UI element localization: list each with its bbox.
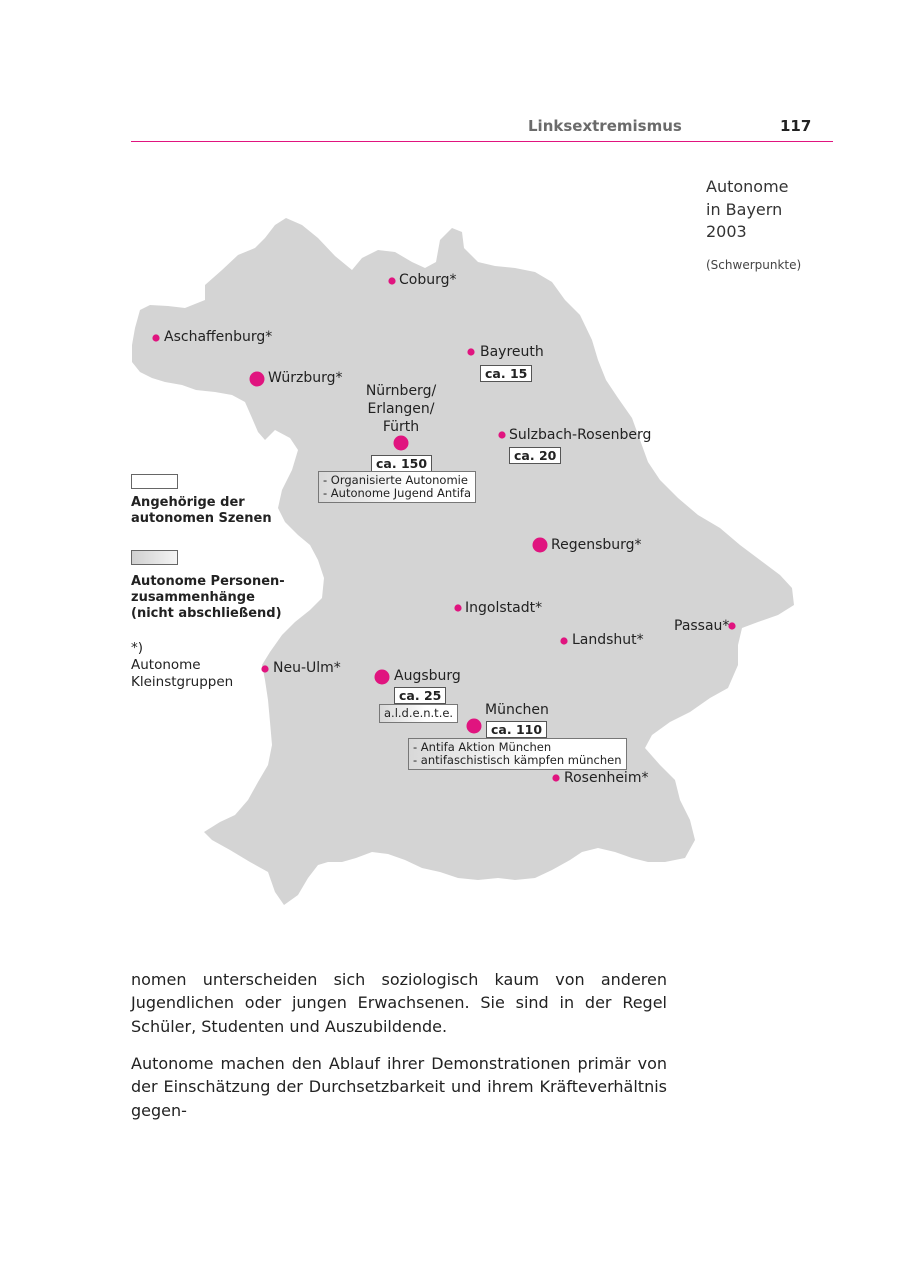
marker-aschaffenburg <box>152 334 159 341</box>
marker-regensburg <box>533 538 548 553</box>
marker-sulzbach <box>498 431 505 438</box>
legend-small-groups <box>131 640 233 691</box>
city-label-sulzbach-rosenberg: Sulzbach-Rosenberg <box>509 427 652 443</box>
city-label-line: Nürnberg/ <box>365 383 437 399</box>
map-title-line: Autonome <box>706 177 789 196</box>
city-label-bayreuth: Bayreuth <box>480 344 544 360</box>
group-item: - Organisierte Autonomie <box>323 473 468 487</box>
city-label-neu-ulm: Neu-Ulm* <box>273 660 341 676</box>
city-label-muenchen: München <box>485 702 549 718</box>
city-label-ingolstadt: Ingolstadt* <box>465 600 543 616</box>
marker-neu-ulm <box>261 665 268 672</box>
count-badge-augsburg: ca. 25 <box>394 687 446 704</box>
count-badge-bayreuth: ca. 15 <box>480 365 532 382</box>
page-number: 117 <box>780 117 812 135</box>
marker-ingolstadt <box>454 604 461 611</box>
body-paragraph-1: nomen unterscheiden sich soziologisch kaum von anderen Jugendlichen oder jungen Erwachsenen. Sie sind in der Regel Schüler, Studenten und Auszubildende. <box>131 970 667 1036</box>
city-label-nuernberg <box>361 382 441 436</box>
legend-line: zusammenhänge <box>131 590 255 605</box>
city-label-wuerzburg: Würzburg* <box>268 370 343 386</box>
legend-line: Autonome <box>131 657 201 673</box>
city-label-coburg: Coburg* <box>399 272 457 288</box>
map-title-line: 2003 <box>706 222 747 241</box>
bavaria-region-shape <box>132 218 794 905</box>
map-title-line: in Bayern <box>706 199 783 219</box>
marker-rosenheim <box>552 774 559 781</box>
count-badge-nuernberg: ca. 150 <box>371 455 432 472</box>
city-label-landshut: Landshut* <box>572 632 644 648</box>
running-header-section: Linksextremismus <box>528 117 682 135</box>
legend-line: autonomen Szenen <box>131 511 272 526</box>
marker-nuernberg <box>394 436 409 451</box>
marker-bayreuth <box>467 348 474 355</box>
city-label-aschaffenburg: Aschaffenburg* <box>164 329 273 345</box>
legend-line: Autonome Personen- <box>131 574 285 589</box>
group-box-muenchen <box>408 738 627 770</box>
group-box-augsburg <box>379 704 458 723</box>
marker-coburg <box>388 277 395 284</box>
marker-wuerzburg <box>250 372 265 387</box>
marker-landshut <box>560 637 567 644</box>
city-label-line: Erlangen/ <box>367 401 435 417</box>
legend-line: Angehörige der <box>131 495 245 510</box>
marker-augsburg <box>375 670 390 685</box>
city-label-line: Fürth <box>382 419 420 435</box>
legend-label-members <box>131 495 272 527</box>
legend-line: Kleinstgruppen <box>131 674 234 690</box>
marker-passau <box>728 622 735 629</box>
legend-footnote-mark: *) <box>131 640 144 656</box>
legend-line: (nicht abschließend) <box>131 606 282 621</box>
city-label-passau: Passau* <box>674 618 730 634</box>
legend-swatch-groups <box>131 550 178 565</box>
group-item: - Autonome Jugend Antifa <box>323 486 472 500</box>
city-label-rosenheim: Rosenheim* <box>564 770 649 786</box>
city-label-augsburg: Augsburg <box>394 668 461 684</box>
group-item: - antifaschistisch kämpfen münchen <box>413 753 622 767</box>
marker-muenchen <box>467 719 482 734</box>
map-subtitle: (Schwerpunkte) <box>706 258 802 272</box>
legend-swatch-members <box>131 474 178 489</box>
legend-label-groups <box>131 574 285 622</box>
city-label-regensburg: Regensburg* <box>551 537 642 553</box>
body-paragraph-2: Autonome machen den Ablauf ihrer Demonstrationen primär von der Einschätzung der Durchsetzbarkeit und ihrem Kräfteverhältnis gegen- <box>131 1054 667 1120</box>
count-badge-muenchen: ca. 110 <box>486 721 547 738</box>
group-box-nuernberg <box>318 471 476 503</box>
count-badge-sulzbach-rosenberg: ca. 20 <box>509 447 561 464</box>
group-item: - Antifa Aktion München <box>413 740 552 754</box>
group-item: a.l.d.e.n.t.e. <box>384 706 454 720</box>
